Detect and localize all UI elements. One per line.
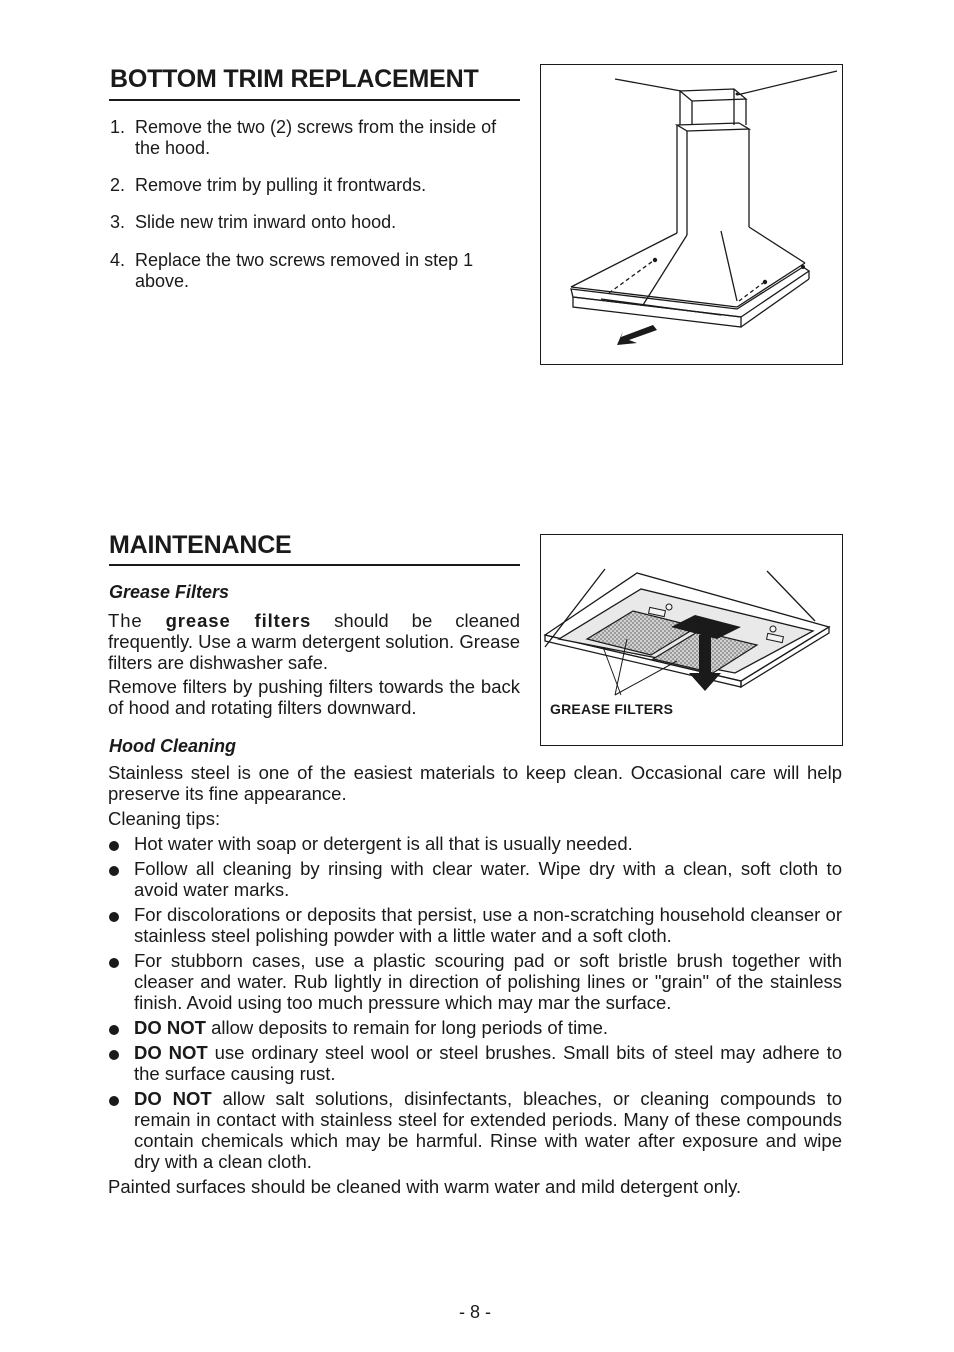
step-text: Remove the two (2) screws from the inside of the hood. bbox=[135, 117, 497, 158]
grease-filters-paragraph-1 bbox=[108, 610, 520, 673]
trim-section-title: BOTTOM TRIM REPLACEMENT bbox=[110, 65, 479, 93]
step-text: Remove trim by pulling it frontwards. bbox=[135, 175, 427, 195]
cleaning-tip-warning bbox=[108, 1088, 842, 1172]
do-not-emphasis: DO NOT bbox=[134, 1017, 206, 1038]
tip-text: For discolorations or deposits that persist, use a non-scratching household cleanser or stainless steel polishing powder with a little water and a soft cloth. bbox=[134, 904, 842, 946]
cleaning-tip bbox=[108, 904, 842, 946]
step-number: 4. bbox=[110, 250, 126, 270]
grease-filters-paragraph-2: Remove filters by pushing filters towards the back of hood and rotating filters downward. bbox=[108, 676, 520, 718]
tip-text: use ordinary steel wool or steel brushes. Small bits of steel may adhere to the surface causing rust. bbox=[134, 1042, 843, 1084]
step-text: Replace the two screws removed in step 1 above. bbox=[135, 250, 474, 291]
grease-filter-illustration-frame bbox=[540, 534, 843, 746]
bullet-icon bbox=[109, 841, 119, 851]
bullet-icon bbox=[109, 1096, 119, 1106]
bullet-icon bbox=[109, 1025, 119, 1035]
trim-step-2 bbox=[110, 175, 522, 196]
cleaning-tips-label: Cleaning tips: bbox=[108, 808, 221, 829]
tip-text: Hot water with soap or detergent is all that is usually needed. bbox=[134, 833, 633, 854]
trim-step-4 bbox=[110, 250, 522, 292]
do-not-emphasis: DO NOT bbox=[134, 1088, 212, 1109]
paragraph-lead: The bbox=[108, 610, 143, 631]
trim-step-1 bbox=[110, 117, 522, 159]
bullet-icon bbox=[109, 866, 119, 876]
paragraph-rest: should be cleaned frequently. Use a warm detergent solution. Grease filters are dishwasher safe. bbox=[108, 610, 521, 673]
tip-text: Follow all cleaning by rinsing with clear water. Wipe dry with a clean, soft cloth to avoid water marks. bbox=[134, 858, 842, 900]
page-number: - 8 - bbox=[459, 1302, 492, 1322]
cleaning-tips-list bbox=[108, 833, 842, 1172]
cleaning-tip-warning bbox=[108, 1017, 842, 1038]
step-text: Slide new trim inward onto hood. bbox=[135, 212, 397, 232]
cleaning-tip bbox=[108, 950, 842, 1013]
hood-cleaning-body bbox=[108, 762, 842, 1197]
grease-filters-heading: Grease Filters bbox=[109, 582, 230, 602]
trim-step-3 bbox=[110, 212, 522, 233]
painted-surfaces-note: Painted surfaces should be cleaned with warm water and mild detergent only. bbox=[108, 1176, 742, 1197]
tip-text: For stubborn cases, use a plastic scouring pad or soft bristle brush together with cleaser and water. Rub lightly in direction of polishing lines or "grain" of the stainless finish. Avoid using too much pressure which may mar the surface. bbox=[134, 950, 842, 1013]
hood-cleaning-intro: Stainless steel is one of the easiest materials to keep clean. Occasional care will help preserve its fine appearance. bbox=[108, 762, 842, 804]
tip-text: allow salt solutions, disinfectants, bleaches, or cleaning compounds to remain in contact with stainless steel for extended periods. Many of these compounds contain chemicals which may be harmful. Rinse with water after exposure and wipe dry with a clean cloth. bbox=[134, 1088, 843, 1172]
do-not-emphasis: DO NOT bbox=[134, 1042, 208, 1063]
chimney-hood-illustration bbox=[541, 65, 842, 364]
cleaning-tip bbox=[108, 833, 842, 854]
tip-text: allow deposits to remain for long periods of time. bbox=[211, 1017, 609, 1038]
maintenance-section-title: MAINTENANCE bbox=[109, 531, 292, 559]
bullet-icon bbox=[109, 912, 119, 922]
step-number: 3. bbox=[110, 212, 126, 232]
maintenance-title-underline bbox=[109, 564, 520, 566]
bullet-icon bbox=[109, 958, 119, 968]
trim-illustration-frame bbox=[540, 64, 843, 365]
step-number: 1. bbox=[110, 117, 126, 137]
step-number: 2. bbox=[110, 175, 126, 195]
grease-filters-emphasis: grease filters bbox=[165, 610, 312, 631]
grease-filters-figure-label: GREASE FILTERS bbox=[550, 701, 674, 717]
cleaning-tip-warning bbox=[108, 1042, 842, 1084]
bullet-icon bbox=[109, 1050, 119, 1060]
cleaning-tip bbox=[108, 858, 842, 900]
hood-cleaning-heading: Hood Cleaning bbox=[109, 736, 236, 756]
trim-title-underline bbox=[109, 99, 520, 101]
